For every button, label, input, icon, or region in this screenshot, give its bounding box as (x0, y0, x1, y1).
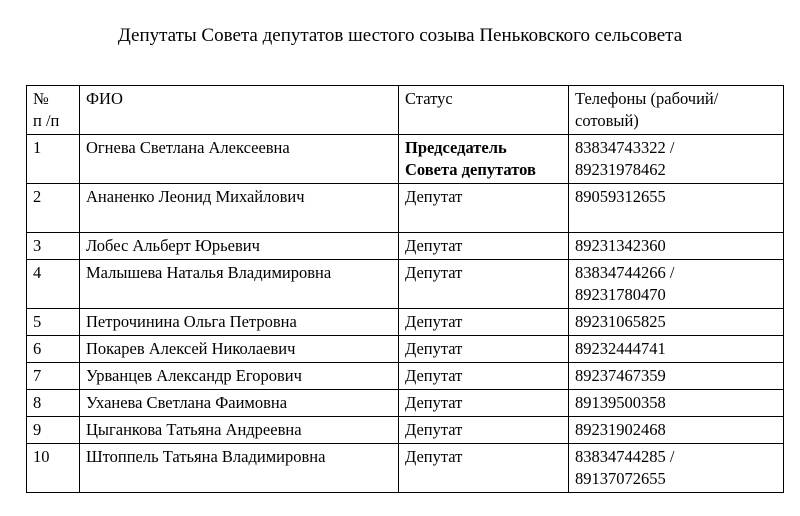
row-phone-line2: 89137072655 (575, 469, 666, 488)
row-number: 2 (27, 184, 80, 233)
row-status: Депутат (399, 336, 569, 363)
deputies-table (26, 85, 784, 493)
row-number: 4 (27, 260, 80, 309)
row-status: Депутат (399, 444, 569, 493)
row-phones: 89139500358 (569, 390, 784, 417)
row-number: 7 (27, 363, 80, 390)
row-status: Депутат (399, 260, 569, 309)
row-name: Уханева Светлана Фаимовна (80, 390, 399, 417)
row-phone-line1: 83834743322 / (575, 138, 675, 157)
header-phones-line1: Телефоны (рабочий/ (575, 89, 719, 108)
row-name: Покарев Алексей Николаевич (80, 336, 399, 363)
row-name: Урванцев Александр Егорович (80, 363, 399, 390)
row-phones: 89059312655 (569, 184, 784, 233)
row-phones: 89231065825 (569, 309, 784, 336)
row-name: Лобес Альберт Юрьевич (80, 233, 399, 260)
row-number: 6 (27, 336, 80, 363)
row-phone-line2: 89231780470 (575, 285, 666, 304)
row-status: Депутат (399, 233, 569, 260)
row-status: Депутат (399, 390, 569, 417)
row-status-line1: Председатель (405, 138, 507, 157)
row-phones (569, 444, 784, 493)
row-phones: 89231342360 (569, 233, 784, 260)
row-phone-line1: 83834744266 / (575, 263, 675, 282)
page-title: Депутаты Совета депутатов шестого созыва Пеньковского сельсовета (117, 25, 683, 46)
header-number (27, 86, 80, 135)
table-header-row (27, 86, 784, 135)
row-name: Ананенко Леонид Михайлович (80, 184, 399, 233)
row-name: Цыганкова Татьяна Андреевна (80, 417, 399, 444)
row-number: 10 (27, 444, 80, 493)
header-number-line2: п /п (33, 111, 60, 130)
table-row (27, 184, 784, 233)
table-row (27, 444, 784, 493)
row-status: Депутат (399, 184, 569, 233)
table-row (27, 390, 784, 417)
table-row (27, 135, 784, 184)
header-name: ФИО (80, 86, 399, 135)
header-phones-line2: сотовый) (575, 111, 639, 130)
row-number: 3 (27, 233, 80, 260)
row-name: Малышева Наталья Владимировна (80, 260, 399, 309)
row-status-line2: Совета депутатов (405, 160, 536, 179)
table-row (27, 260, 784, 309)
table-row (27, 233, 784, 260)
row-phones (569, 135, 784, 184)
table-row (27, 417, 784, 444)
row-name: Петрочинина Ольга Петровна (80, 309, 399, 336)
table-row (27, 363, 784, 390)
row-status: Депутат (399, 417, 569, 444)
row-phones (569, 260, 784, 309)
row-phone-line1: 83834744285 / (575, 447, 675, 466)
row-phones: 89237467359 (569, 363, 784, 390)
row-number: 5 (27, 309, 80, 336)
row-phones: 89232444741 (569, 336, 784, 363)
row-status: Депутат (399, 363, 569, 390)
header-number-line1: № (33, 89, 49, 108)
row-number: 9 (27, 417, 80, 444)
header-phones (569, 86, 784, 135)
row-name: Огнева Светлана Алексеевна (80, 135, 399, 184)
table-row (27, 309, 784, 336)
header-status: Статус (399, 86, 569, 135)
row-number: 8 (27, 390, 80, 417)
row-status: Депутат (399, 309, 569, 336)
row-status (399, 135, 569, 184)
row-phone-line2: 89231978462 (575, 160, 666, 179)
row-name: Штоппель Татьяна Владимировна (80, 444, 399, 493)
row-phones: 89231902468 (569, 417, 784, 444)
table-row (27, 336, 784, 363)
row-number: 1 (27, 135, 80, 184)
